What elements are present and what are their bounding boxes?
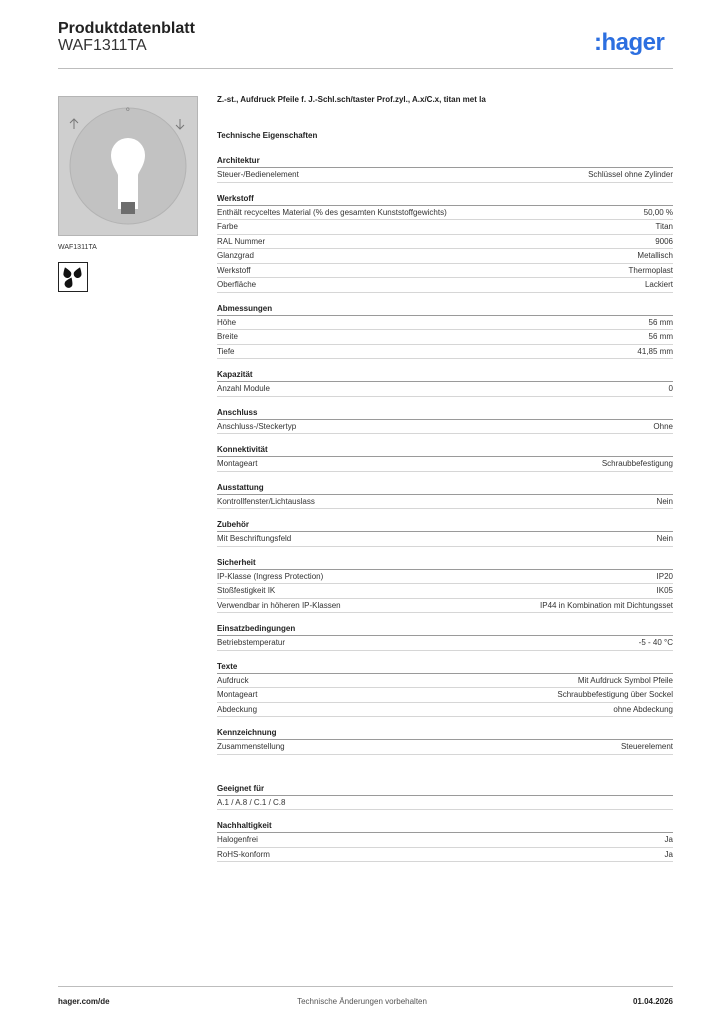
property-row <box>217 703 673 718</box>
product-title: Z.-st., Aufdruck Pfeile f. J.-Schl.sch/taster Prof.zyl., A.x/C.x, titan met la <box>217 95 486 104</box>
section-heading: Texte <box>217 661 673 674</box>
footer-website[interactable]: hager.com/de <box>58 997 110 1006</box>
section-heading: Ausstattung <box>217 482 673 495</box>
property-row <box>217 796 673 811</box>
property-row <box>217 532 673 547</box>
property-value: Schraubbefestigung über Sockel <box>557 690 673 699</box>
property-value: Ohne <box>653 421 673 431</box>
section-subtitle: Technische Eigenschaften <box>217 131 318 140</box>
spec-section <box>217 557 673 614</box>
property-row <box>217 206 673 221</box>
property-row <box>217 168 673 183</box>
spec-section <box>217 623 673 651</box>
property-label: Kontrollfenster/Lichtauslass <box>217 496 315 506</box>
spec-section <box>217 369 673 397</box>
property-label: Werkstoff <box>217 265 251 275</box>
section-heading: Abmessungen <box>217 303 673 316</box>
property-label: Abdeckung <box>217 704 258 714</box>
section-sustainability <box>217 820 673 862</box>
section-heading: Zubehör <box>217 519 673 532</box>
section-heading: Nachhaltigkeit <box>217 820 673 833</box>
property-value: Schlüssel ohne Zylinder <box>588 170 673 179</box>
property-row <box>217 570 673 585</box>
property-value: IP44 in Kombination mit Dichtungsset <box>540 600 673 610</box>
property-label: Betriebstemperatur <box>217 638 286 647</box>
property-label: IP-Klasse (Ingress Protection) <box>217 571 324 581</box>
property-row <box>217 740 673 755</box>
property-label: Glanzgrad <box>217 251 254 260</box>
property-value: -5 - 40 °C <box>638 638 673 647</box>
property-label: Höhe <box>217 317 237 327</box>
property-row <box>217 833 673 848</box>
section-heading: Architektur <box>217 155 673 168</box>
property-row <box>217 220 673 235</box>
property-value: ohne Abdeckung <box>613 704 673 714</box>
datasheet-main <box>217 93 673 872</box>
property-row <box>217 495 673 510</box>
property-row <box>217 848 673 863</box>
key-switch-cover-icon <box>59 97 197 235</box>
property-label: Stoßfestigkeit IK <box>217 586 276 595</box>
property-row <box>217 599 673 614</box>
property-value: 41,85 mm <box>637 346 673 356</box>
property-value: Lackiert <box>644 280 673 289</box>
property-label: Steuer-/Bedienelement <box>217 170 299 179</box>
property-row <box>217 636 673 651</box>
footer-date: 01.04.2026 <box>632 997 673 1006</box>
property-label: Mit Beschriftungsfeld <box>217 534 292 543</box>
property-label: Montageart <box>217 690 258 699</box>
property-value: Metallisch <box>637 251 673 260</box>
property-row <box>217 420 673 435</box>
spec-section <box>217 444 673 472</box>
section-heading: Werkstoff <box>217 193 673 206</box>
property-label: Anzahl Module <box>217 384 270 393</box>
spec-section <box>217 482 673 510</box>
property-row <box>217 674 673 689</box>
footer-notice: Technische Änderungen vorbehalten <box>297 997 427 1006</box>
header-divider <box>58 68 673 69</box>
property-value: 56 mm <box>648 332 673 341</box>
property-label: Farbe <box>217 222 238 231</box>
svg-text:o: o <box>126 106 130 113</box>
property-label: Enthält recyceltes Material (% des gesamten Kunststoffgewichts) <box>217 207 447 217</box>
property-row <box>217 249 673 264</box>
footer-divider <box>58 986 673 987</box>
property-value: Nein <box>656 496 673 506</box>
property-value: Steuerelement <box>620 742 673 751</box>
image-caption: WAF1311TA <box>58 244 97 251</box>
product-code: WAF1311TA <box>58 37 147 54</box>
spec-section <box>217 519 673 547</box>
property-label: Anschluss-/Steckertyp <box>217 421 297 431</box>
property-row <box>217 278 673 293</box>
property-value: Titan <box>655 222 673 231</box>
property-value: Thermoplast <box>628 265 673 275</box>
section-suitable-for <box>217 783 673 811</box>
property-label: Oberfläche <box>217 280 257 289</box>
property-row <box>217 235 673 250</box>
section-heading: Konnektivität <box>217 444 673 457</box>
property-value: 0 <box>668 384 673 393</box>
hager-logo: :hager <box>594 29 665 56</box>
property-row <box>217 457 673 472</box>
property-label: Verwendbar in höheren IP-Klassen <box>217 600 341 610</box>
property-value: Nein <box>656 534 673 543</box>
section-heading: Einsatzbedingungen <box>217 623 673 636</box>
product-image <box>58 96 198 236</box>
property-row <box>217 345 673 360</box>
property-value: Ja <box>664 849 673 859</box>
section-heading: Sicherheit <box>217 557 673 570</box>
property-label: Zusammenstellung <box>217 742 285 751</box>
page-title: Produktdatenblatt <box>58 20 195 37</box>
property-value: IP20 <box>656 571 673 581</box>
property-value: A.1 / A.8 / C.1 / C.8 <box>217 797 286 807</box>
property-row <box>217 316 673 331</box>
property-row <box>217 584 673 599</box>
section-heading: Geeignet für <box>217 783 673 796</box>
section-heading: Kennzeichnung <box>217 727 673 740</box>
property-label: RoHS-konform <box>217 849 270 859</box>
spec-section <box>217 303 673 360</box>
property-label: Montageart <box>217 459 258 468</box>
property-row <box>217 382 673 397</box>
spec-section <box>217 727 673 755</box>
spec-section <box>217 155 673 183</box>
property-row <box>217 688 673 703</box>
spec-section <box>217 661 673 718</box>
property-value: 50,00 % <box>643 207 673 217</box>
property-row <box>217 330 673 345</box>
property-value: Mit Aufdruck Symbol Pfeile <box>577 675 673 685</box>
spec-section <box>217 193 673 293</box>
properties-list <box>217 155 673 755</box>
property-value: IK05 <box>656 586 673 595</box>
property-label: Tiefe <box>217 346 235 356</box>
property-value: 9006 <box>655 236 673 246</box>
property-row <box>217 264 673 279</box>
water-drops-icon <box>58 262 88 292</box>
property-label: Aufdruck <box>217 675 249 685</box>
property-label: Halogenfrei <box>217 835 258 844</box>
spec-section <box>217 407 673 435</box>
property-value: 56 mm <box>648 317 673 327</box>
property-label: Breite <box>217 332 238 341</box>
property-value: Schraubbefestigung <box>601 459 673 468</box>
property-value: Ja <box>664 835 673 844</box>
property-label: RAL Nummer <box>217 236 266 246</box>
section-heading: Kapazität <box>217 369 673 382</box>
section-heading: Anschluss <box>217 407 673 420</box>
